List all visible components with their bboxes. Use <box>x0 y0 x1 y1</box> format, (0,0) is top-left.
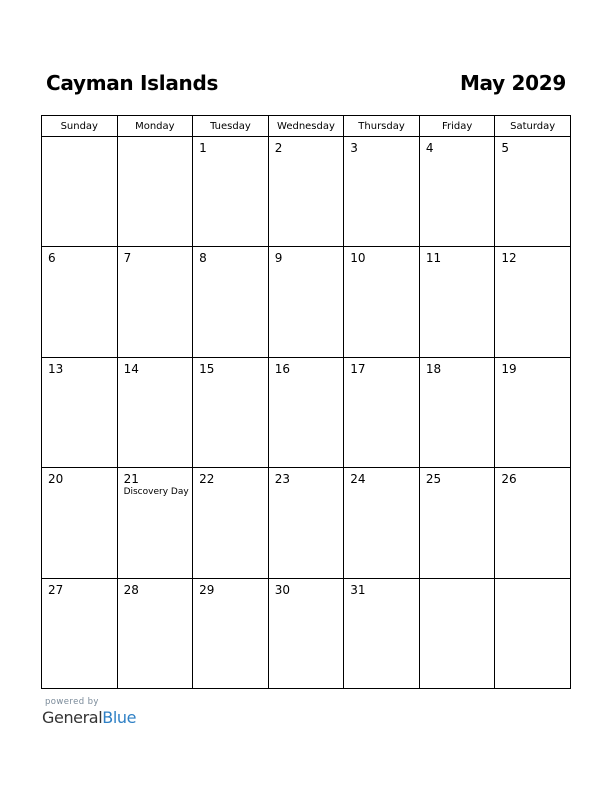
day-number: 13 <box>48 361 64 376</box>
day-number: 21 <box>123 472 139 487</box>
day-cell <box>419 247 495 357</box>
week-row <box>42 357 571 467</box>
day-number: 15 <box>199 361 215 376</box>
week-row <box>42 247 571 357</box>
day-cell <box>42 468 118 578</box>
weekday-monday: Monday <box>117 116 193 137</box>
day-cell <box>495 468 571 578</box>
day-cell <box>344 137 420 247</box>
day-cell <box>117 578 193 688</box>
day-number: 27 <box>48 582 64 597</box>
day-number: 16 <box>274 361 290 376</box>
day-cell <box>419 357 495 467</box>
day-cell <box>193 468 269 578</box>
day-number: 1 <box>199 141 207 155</box>
holiday-label: Discovery Day <box>123 487 189 498</box>
day-cell <box>42 357 118 467</box>
day-number: 29 <box>199 582 215 597</box>
day-number: 31 <box>350 582 366 597</box>
weekday-sunday: Sunday <box>42 116 118 137</box>
week-row <box>42 468 571 578</box>
day-cell <box>495 578 571 688</box>
day-number: 7 <box>123 251 132 266</box>
day-cell <box>419 137 495 247</box>
weekday-header-row <box>42 116 571 137</box>
month-year-title: May 2029 <box>459 71 566 95</box>
day-number: 20 <box>48 472 64 487</box>
powered-by-label: powered by <box>45 697 99 707</box>
day-cell <box>419 578 495 688</box>
generalblue-logo[interactable] <box>42 708 136 727</box>
day-cell <box>117 468 193 578</box>
week-row <box>42 578 571 688</box>
country-title: Cayman Islands <box>46 71 219 95</box>
day-number: 17 <box>350 361 366 376</box>
day-number: 18 <box>425 361 442 376</box>
day-cell <box>419 468 495 578</box>
day-number: 28 <box>123 582 139 597</box>
day-cell <box>344 578 420 688</box>
day-number: 6 <box>48 251 56 266</box>
day-number: 5 <box>501 141 510 155</box>
day-number: 10 <box>350 251 366 266</box>
day-number: 12 <box>501 251 517 266</box>
weekday-friday: Friday <box>419 116 495 137</box>
day-cell <box>117 247 193 357</box>
day-number: 25 <box>425 472 442 487</box>
day-number: 24 <box>350 472 366 487</box>
day-cell <box>495 247 571 357</box>
day-number: 4 <box>425 141 434 155</box>
day-number: 22 <box>199 472 215 487</box>
day-number: 8 <box>199 251 207 266</box>
day-cell <box>42 578 118 688</box>
day-cell <box>344 247 420 357</box>
logo-general-text: General <box>42 708 103 727</box>
day-number: 11 <box>425 251 442 266</box>
day-number: 23 <box>274 472 290 487</box>
day-cell <box>344 468 420 578</box>
weekday-tuesday: Tuesday <box>193 116 269 137</box>
day-cell <box>495 357 571 467</box>
weekday-wednesday: Wednesday <box>268 116 344 137</box>
day-number: 9 <box>274 251 283 266</box>
week-row <box>42 137 571 247</box>
day-cell <box>193 578 269 688</box>
day-cell <box>42 137 118 247</box>
day-number: 30 <box>274 582 290 597</box>
day-cell <box>344 357 420 467</box>
day-cell <box>117 137 193 247</box>
day-number: 26 <box>501 472 517 487</box>
weekday-saturday: Saturday <box>495 116 571 137</box>
day-cell <box>193 137 269 247</box>
day-cell <box>268 357 344 467</box>
day-cell <box>42 247 118 357</box>
day-number: 3 <box>350 141 358 155</box>
day-number: 2 <box>274 141 283 155</box>
weekday-thursday: Thursday <box>344 116 420 137</box>
logo-blue-text: Blue <box>102 708 137 727</box>
day-number: 19 <box>501 361 517 376</box>
day-cell <box>117 357 193 467</box>
day-number: 14 <box>123 361 139 376</box>
day-cell <box>268 468 344 578</box>
day-cell <box>193 357 269 467</box>
day-cell <box>268 137 344 247</box>
day-cell <box>495 137 571 247</box>
day-cell <box>193 247 269 357</box>
calendar-grid <box>41 115 571 689</box>
day-cell <box>268 578 344 688</box>
day-cell <box>268 247 344 357</box>
